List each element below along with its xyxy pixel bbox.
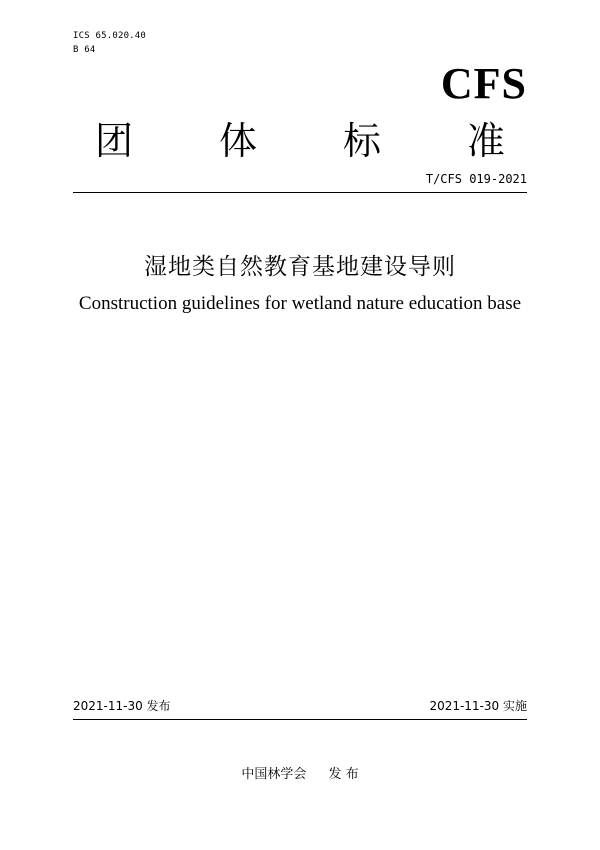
- publish-label: 发 布: [328, 767, 359, 782]
- title-english: Construction guidelines for wetland nature education base: [78, 293, 522, 314]
- cfs-logo: CFS: [440, 59, 527, 108]
- standard-number: T/CFS 019-2021: [425, 172, 527, 186]
- publisher-name: 中国林学会: [241, 767, 307, 782]
- standard-type-char: 准: [466, 119, 505, 163]
- ics-code: ICS 65.020.40: [73, 31, 147, 41]
- standard-type-char: 标: [342, 119, 381, 163]
- standard-type-char: 体: [218, 119, 257, 163]
- title-chinese: 湿地类自然教育基地建设导则: [144, 254, 456, 280]
- implementation-date: 2021-11-30 实施: [429, 699, 527, 713]
- standard-type-heading: [73, 116, 527, 166]
- issue-date: 2021-11-30 发布: [73, 699, 171, 713]
- top-divider: [73, 192, 527, 193]
- bottom-divider: [73, 719, 527, 720]
- publisher-line: [0, 766, 600, 784]
- standard-type-char: 团: [95, 119, 134, 163]
- ccs-code: B 64: [73, 45, 96, 55]
